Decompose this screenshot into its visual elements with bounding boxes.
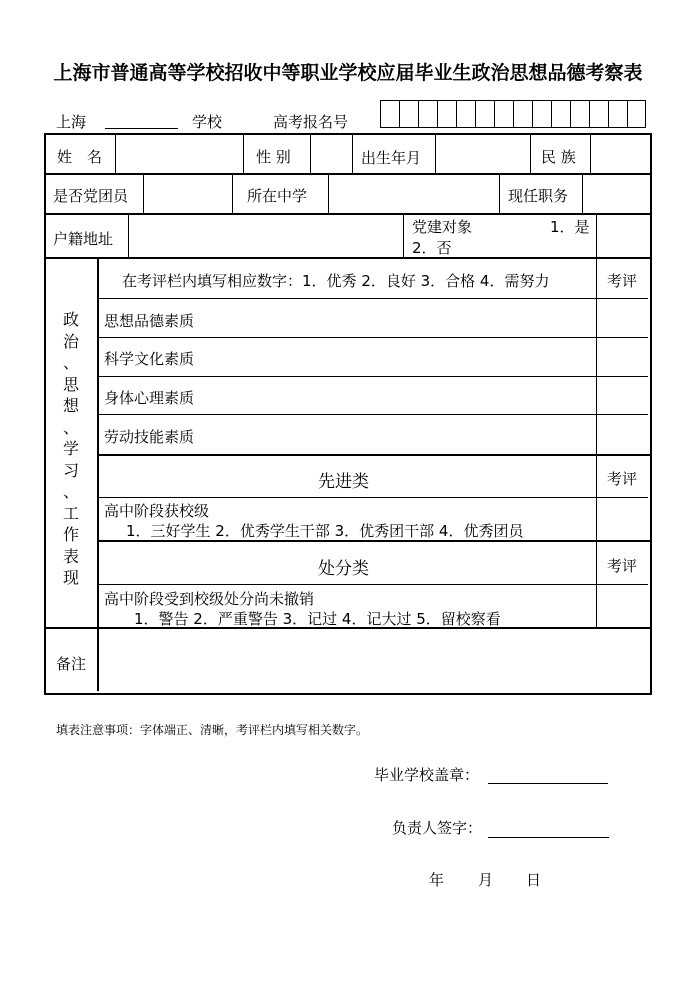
- advanced-category-title: 先进类: [318, 472, 369, 492]
- school-stamp-label: 毕业学校盖章：: [374, 766, 480, 784]
- middle-school-field[interactable]: [330, 176, 498, 212]
- party-member-field[interactable]: [145, 176, 231, 212]
- birth-field[interactable]: [437, 136, 529, 172]
- ethnicity-field[interactable]: [592, 136, 646, 172]
- school-stamp-line[interactable]: [488, 783, 608, 784]
- penalty-category-title: 处分类: [318, 559, 369, 579]
- form-title: 上海市普通高等学校招收中等职业学校应届毕业生政治思想品德考察表: [53, 62, 643, 84]
- eval-field-culture[interactable]: [598, 339, 646, 375]
- school-name-blank[interactable]: [105, 128, 178, 129]
- remarks-label: 备注: [56, 655, 87, 673]
- fill-instructions-note: 填表注意事项：字体端正、清晰，考评栏内填写相关数字。: [56, 723, 369, 737]
- advanced-options: 1．三好学生 2．优秀学生干部 3．优秀团干部 4．优秀团员: [126, 522, 524, 540]
- party-target-label: 党建对象: [412, 218, 473, 236]
- advanced-eval-field[interactable]: [598, 499, 646, 539]
- school-suffix-label: 学校: [192, 113, 223, 131]
- gender-label: 性 别: [256, 148, 291, 166]
- exam-number-boxes[interactable]: [380, 100, 646, 128]
- household-field[interactable]: [130, 216, 402, 256]
- quality-labor: 劳动技能素质: [104, 428, 195, 446]
- signature-label: 负责人签字：: [392, 819, 483, 837]
- party-member-label: 是否党团员: [53, 187, 129, 205]
- ethnicity-label: 民 族: [541, 148, 576, 166]
- middle-school-label: 所在中学: [247, 187, 308, 205]
- penalty-eval-header: 考评: [607, 557, 638, 575]
- advanced-intro: 高中阶段获校级: [104, 502, 210, 520]
- quality-culture: 科学文化素质: [104, 350, 195, 368]
- date-day-label: 日: [526, 871, 542, 889]
- gender-field[interactable]: [312, 136, 351, 172]
- position-field[interactable]: [584, 176, 646, 212]
- party-target-option-yes: 1．是: [550, 218, 590, 236]
- city-label: 上海: [56, 113, 87, 131]
- eval-field-labor[interactable]: [598, 416, 646, 453]
- eval-field-moral[interactable]: [598, 300, 646, 336]
- position-label: 现任职务: [508, 187, 569, 205]
- quality-moral: 思想品德素质: [104, 312, 195, 330]
- party-target-field[interactable]: [598, 216, 646, 256]
- remarks-field[interactable]: [100, 630, 646, 689]
- advanced-eval-header: 考评: [607, 470, 638, 488]
- date-year-label: 年: [429, 871, 445, 889]
- penalty-intro: 高中阶段受到校级处分尚未撤销: [104, 590, 315, 608]
- name-label: 姓 名: [57, 148, 103, 166]
- section-vertical-label: 政 治 、 思 想 、 学 习 、 工 作 表 现: [62, 310, 79, 587]
- name-field[interactable]: [117, 136, 242, 172]
- party-target-option-no: 2．否: [412, 239, 452, 257]
- quality-physical: 身体心理素质: [104, 389, 195, 407]
- date-month-label: 月: [478, 871, 494, 889]
- exam-number-label: 高考报名号: [273, 113, 349, 131]
- evaluation-instruction: 在考评栏内填写相应数字：1．优秀 2．良好 3．合格 4．需努力: [122, 272, 550, 290]
- eval-header: 考评: [607, 272, 638, 290]
- penalty-eval-field[interactable]: [598, 586, 646, 626]
- household-label: 户籍地址: [53, 230, 114, 248]
- eval-field-physical[interactable]: [598, 378, 646, 413]
- signature-line[interactable]: [488, 837, 609, 838]
- birth-label: 出生年月: [361, 149, 422, 167]
- penalty-options: 1．警告 2．严重警告 3．记过 4．记大过 5．留校察看: [134, 610, 501, 628]
